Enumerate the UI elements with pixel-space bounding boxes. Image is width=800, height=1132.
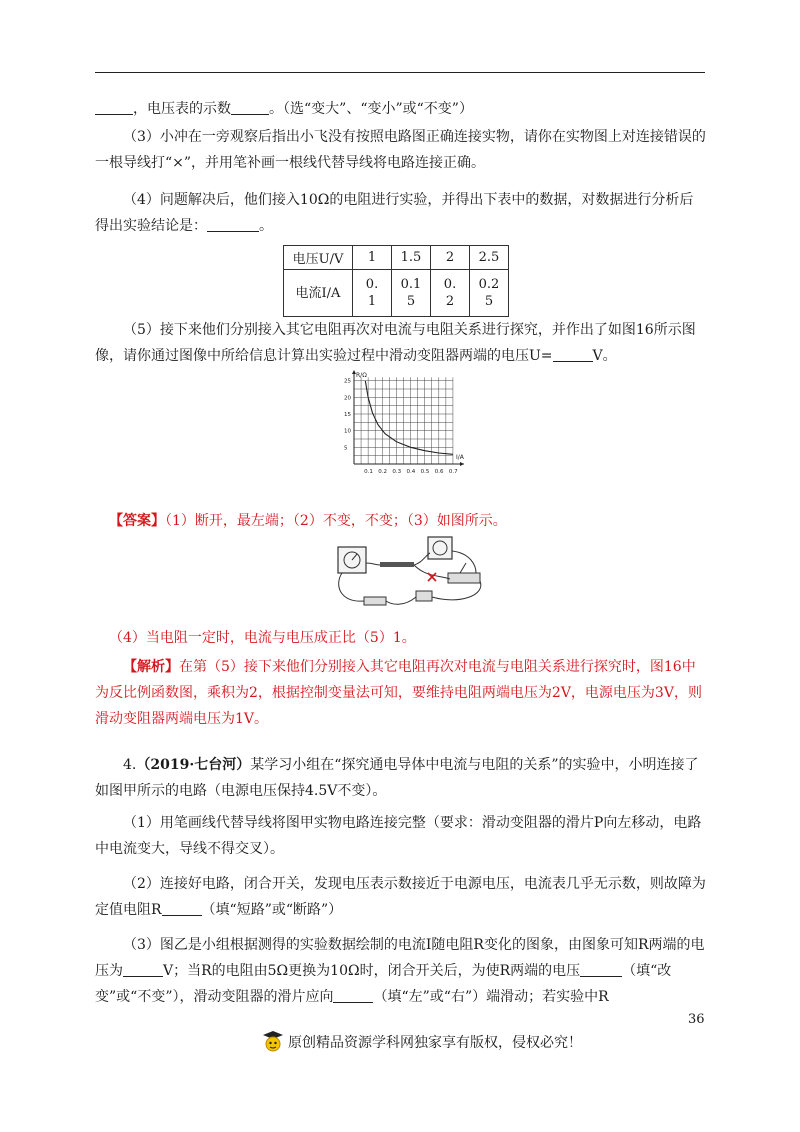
x-tick-label: 0.1 bbox=[364, 469, 373, 475]
page-number: 36 bbox=[688, 1012, 705, 1027]
analysis-paragraph: 【解析】在第（5）接下来他们分别接入其它电阻再次对电流与电阻关系进行探究时，图16中为反比例函数图，乘积为2，根据控制变量法可知，要维持电阻两端电压为2V，电源电压为3V，则滑动变阻器两端电压为1V。 bbox=[95, 659, 702, 727]
answer-line-2: （4）当电阻一定时，电流与电压成正比（5）1。 bbox=[109, 630, 416, 646]
y-tick-label: 25 bbox=[344, 378, 351, 385]
table-header-voltage: 电压U/V bbox=[284, 246, 353, 270]
y-tick-label: 10 bbox=[344, 428, 351, 435]
table-header-current: 电流I/A bbox=[284, 270, 353, 317]
x-tick-label: 0.7 bbox=[448, 469, 458, 475]
resistance-current-chart bbox=[330, 368, 470, 480]
table-cell: 2 bbox=[431, 246, 470, 270]
table-cell: 0.1 5 bbox=[392, 270, 431, 317]
table-cell: 1.5 bbox=[392, 246, 431, 270]
table-cell: 2.5 bbox=[470, 246, 509, 270]
q4-stem: 4.（2019·七台河）某学习小组在“探究通电导体中电流与电阻的关系”的实验中，小明连接了如图甲所示的电路（电源电压保持4.5V不变）。 bbox=[95, 757, 699, 799]
table-cell: 1 bbox=[353, 246, 392, 270]
chart-grid bbox=[354, 377, 453, 464]
cross-mark-icon bbox=[428, 573, 436, 581]
mascot-icon bbox=[262, 1030, 284, 1054]
answer-line-1: 【答案】（1）断开，最左端；（2）不变，不变；（3）如图所示。 bbox=[109, 513, 507, 529]
answer-tag: 【答案】 bbox=[109, 513, 165, 529]
q3-part4: （4）问题解决后，他们接入10Ω的电阻进行实验，并得出下表中的数据，对数据进行分析后得出实验结论是： 。 bbox=[95, 192, 694, 234]
x-axis-label: I/A bbox=[456, 454, 464, 461]
y-axis-label: R/Ω bbox=[356, 372, 367, 379]
q4-part3: （3）图乙是小组根据测得的实验数据绘制的电流I随电阻R变化的图象，由图象可知R两端的电压为 V；当R的电阻由5Ω更换为10Ω时，闭合开关后，为使R两端的电压 （填“改变”或“不变”），滑动变阻器的滑片应向 （填“左”或“右”）端滑动；若实验中R bbox=[95, 937, 705, 1005]
answer-blank bbox=[162, 901, 202, 916]
table-row bbox=[284, 246, 509, 270]
x-tick-label: 0.2 bbox=[378, 469, 388, 475]
data-table bbox=[283, 245, 509, 317]
answer-blank bbox=[580, 962, 622, 977]
answer-blank bbox=[95, 100, 133, 115]
q3-part3: （3）小冲在一旁观察后指出小飞没有按照电路图正确连接实物，请你在实物图上对连接错误的一根导线打“×”，并用笔补画一根线代替导线将电路连接正确。 bbox=[95, 129, 706, 171]
header-rule bbox=[95, 72, 705, 73]
ammeter-icon bbox=[428, 537, 452, 559]
table-cell: 0.2 5 bbox=[470, 270, 509, 317]
table-cell: 0. 1 bbox=[353, 270, 392, 317]
answer-blank bbox=[231, 100, 269, 115]
footer-copyright-text: 原创精品资源学科网独家享有版权，侵权必究！ bbox=[288, 1035, 582, 1051]
switch-icon bbox=[416, 591, 432, 601]
x-tick-label: 0.4 bbox=[406, 469, 416, 475]
table-row bbox=[284, 270, 509, 317]
q4-source: （2019·七台河） bbox=[136, 757, 251, 773]
data-curve bbox=[365, 381, 453, 455]
circuit-answer-diagram bbox=[330, 533, 490, 613]
answer-blank bbox=[553, 347, 593, 362]
table-cell: 0. 2 bbox=[431, 270, 470, 317]
x-tick-label: 0.6 bbox=[434, 469, 444, 475]
q4-part1: （1）用笔画线代替导线将图甲实物电路连接完整（要求：滑动变阻器的滑片P向左移动，电路中电流变大，导线不得交叉）。 bbox=[95, 815, 702, 857]
y-tick-label: 15 bbox=[344, 412, 351, 418]
x-tick-label: 0.3 bbox=[392, 469, 402, 475]
x-axis-arrow bbox=[460, 462, 464, 466]
answer-blank bbox=[207, 217, 259, 232]
answer-blank bbox=[333, 988, 373, 1003]
y-tick-labels bbox=[344, 379, 351, 452]
resistor-icon bbox=[380, 562, 414, 567]
footer bbox=[262, 1030, 582, 1054]
analysis-tag: 【解析】 bbox=[123, 659, 179, 675]
q3-part5: （5）接下来他们分别接入其它电阻再次对电流与电阻关系进行探究，并作出了如图16所示图像，请你通过图像中所给信息计算出实验过程中滑动变阻器两端的电压U= V。 bbox=[95, 322, 696, 364]
rheostat-icon bbox=[448, 573, 480, 583]
x-tick-labels bbox=[364, 469, 458, 475]
q4-part2: （2）连接好电路，闭合开关，发现电压表示数接近于电源电压，电流表几乎无示数，则故障为定值电阻R （填“短路”或“断路”） bbox=[95, 876, 706, 918]
x-tick-label: 0.5 bbox=[420, 469, 430, 475]
answer-blank bbox=[123, 962, 163, 977]
q3-continuation-line: ，电压表的示数 。（选“变大”、“变小”或“不变”） bbox=[95, 96, 707, 122]
battery-icon bbox=[364, 597, 386, 605]
y-tick-label: 5 bbox=[344, 445, 348, 452]
y-tick-label: 20 bbox=[344, 395, 351, 402]
